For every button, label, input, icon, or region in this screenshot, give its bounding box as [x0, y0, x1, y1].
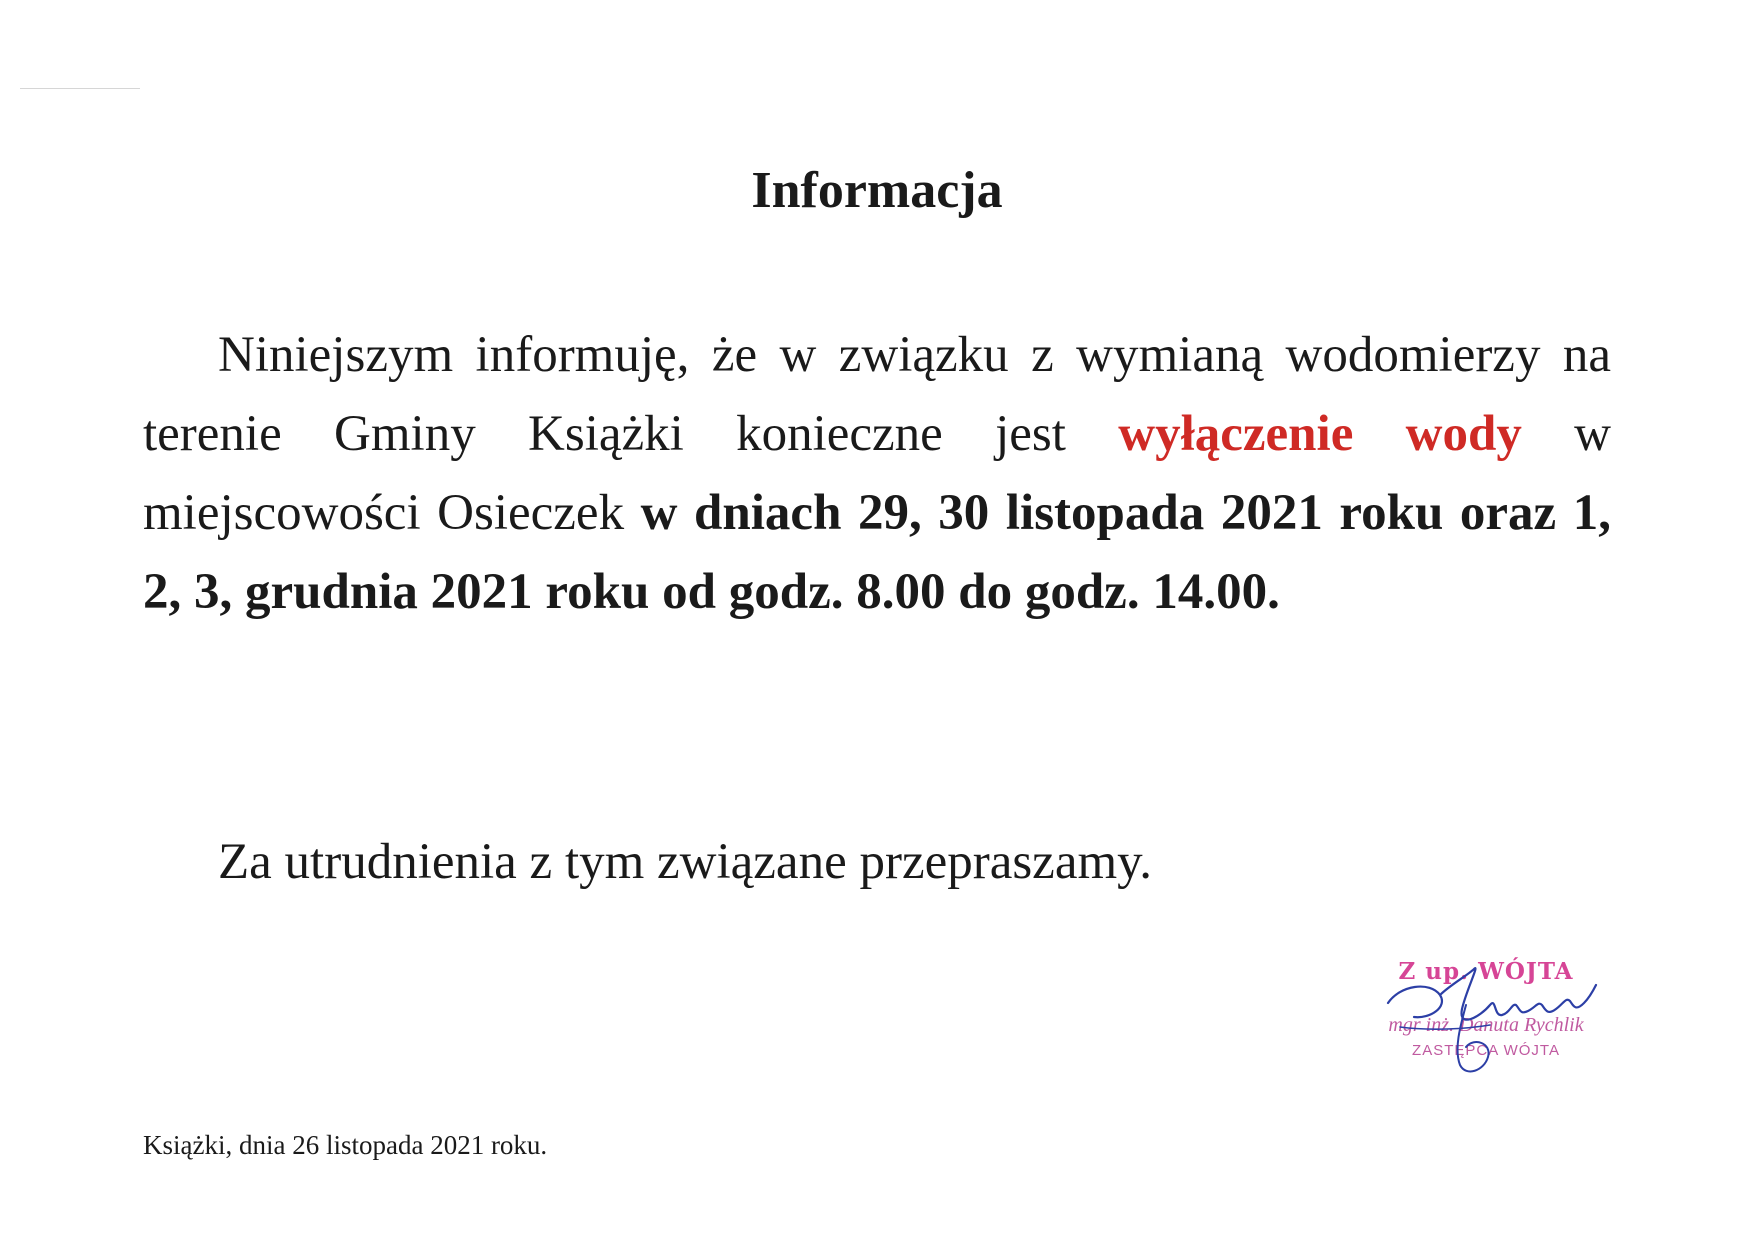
- water-shutoff-highlight: wyłączenie wody: [1118, 406, 1522, 462]
- notice-text-part2: w miejscowości Osieczek: [143, 406, 1611, 541]
- stamp-position: ZASTĘPCA WÓJTA: [1412, 1042, 1560, 1059]
- shutoff-dates: w dniach 29, 30 listopada 2021 roku oraz 1, 2, 3, grudnia 2021 roku od godz. 8.00 do godz. 14.00.: [143, 485, 1611, 620]
- date-place: Książki, dnia 26 listopada 2021 roku.: [143, 1130, 548, 1160]
- notice-text-part1: Niniejszym informuję, że w związku z wymianą wodomierzy na terenie Gminy Książki konieczne jest: [143, 327, 1611, 462]
- notice-paragraph: [143, 316, 1611, 632]
- page-title: Informacja: [751, 161, 1003, 219]
- scan-artifact-line: [20, 88, 140, 89]
- handwritten-signature: [1370, 945, 1610, 1080]
- stamp-authority: Z up. WÓJTA: [1398, 958, 1574, 985]
- stamp-name: mgr inż. Danuta Rychlik: [1388, 1014, 1584, 1036]
- apology-text: Za utrudnienia z tym związane przepraszamy.: [218, 834, 1153, 890]
